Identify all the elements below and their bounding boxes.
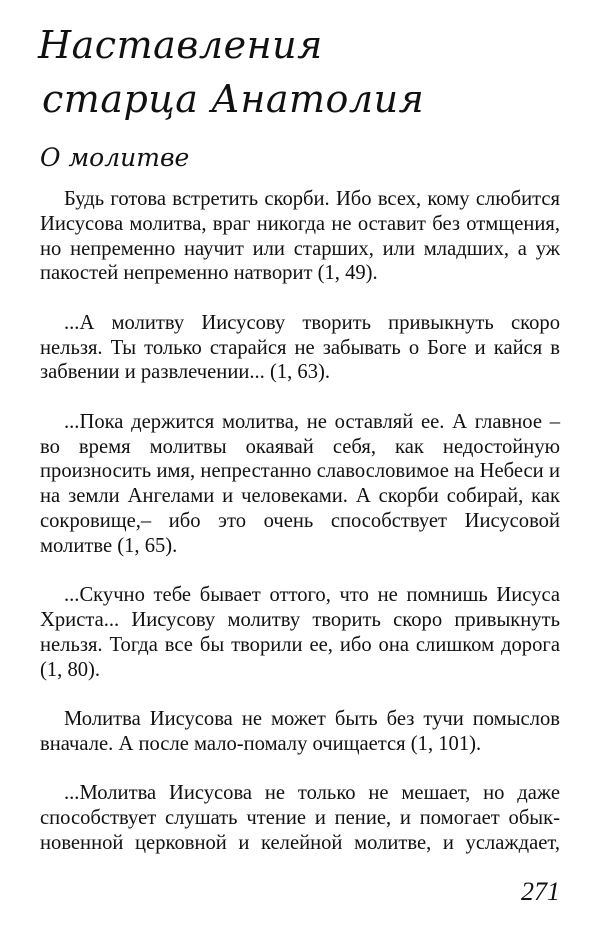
page-number: 271 bbox=[521, 877, 560, 906]
body-text bbox=[40, 187, 560, 880]
chapter-title-line-1: Наставления bbox=[38, 23, 323, 67]
chapter-title-line-2: старца Анатолия bbox=[42, 77, 425, 121]
paragraph: ...Скучно тебе бывает оттого, что не помнишь Иисуса Христа... Иисусову молитву творить скоро привыкнуть нельзя. Тогда все бы творили ее, ибо она слишком дорога (1, 80). bbox=[40, 584, 560, 681]
paragraph: ...А молитву Иисусову творить привыкнуть скоро нельзя. Ты только старайся не забывать о Боге и кайся в забвении и развлечении... (1, 63). bbox=[40, 311, 560, 384]
paragraph: ...Молитва Иисусова не только не мешает, но даже способствует слушать чтение и пение, и помогает обыкновенной церковной и келейной молитве, и услаждает, bbox=[40, 782, 560, 854]
paragraph: Будь готова встретить скорби. Ибо всех, кому слюбится Иисусова молитва, враг никогда не оставит без отмщения, но непременно научит или старших, или младших, а уж пакостей непременно натворит (1, 49). bbox=[40, 188, 560, 285]
section-heading: О молитве bbox=[40, 143, 190, 172]
chapter-title bbox=[32, 18, 572, 126]
paragraph: Молитва Иисусова не может быть без тучи помыслов вначале. А после мало-помалу очищается (1, 101). bbox=[40, 707, 560, 755]
paragraph: ...Пока держится молитва, не оставляй ее. А главное – во время молитвы окаявай себя, как недостойную произносить имя, непрестанно славословимое на Небеси и на земли Ангелами и человеками. А скорби собирай, как сокровище,– ибо это очень способствует Иисусовой молитве (1, 65). bbox=[40, 410, 560, 557]
